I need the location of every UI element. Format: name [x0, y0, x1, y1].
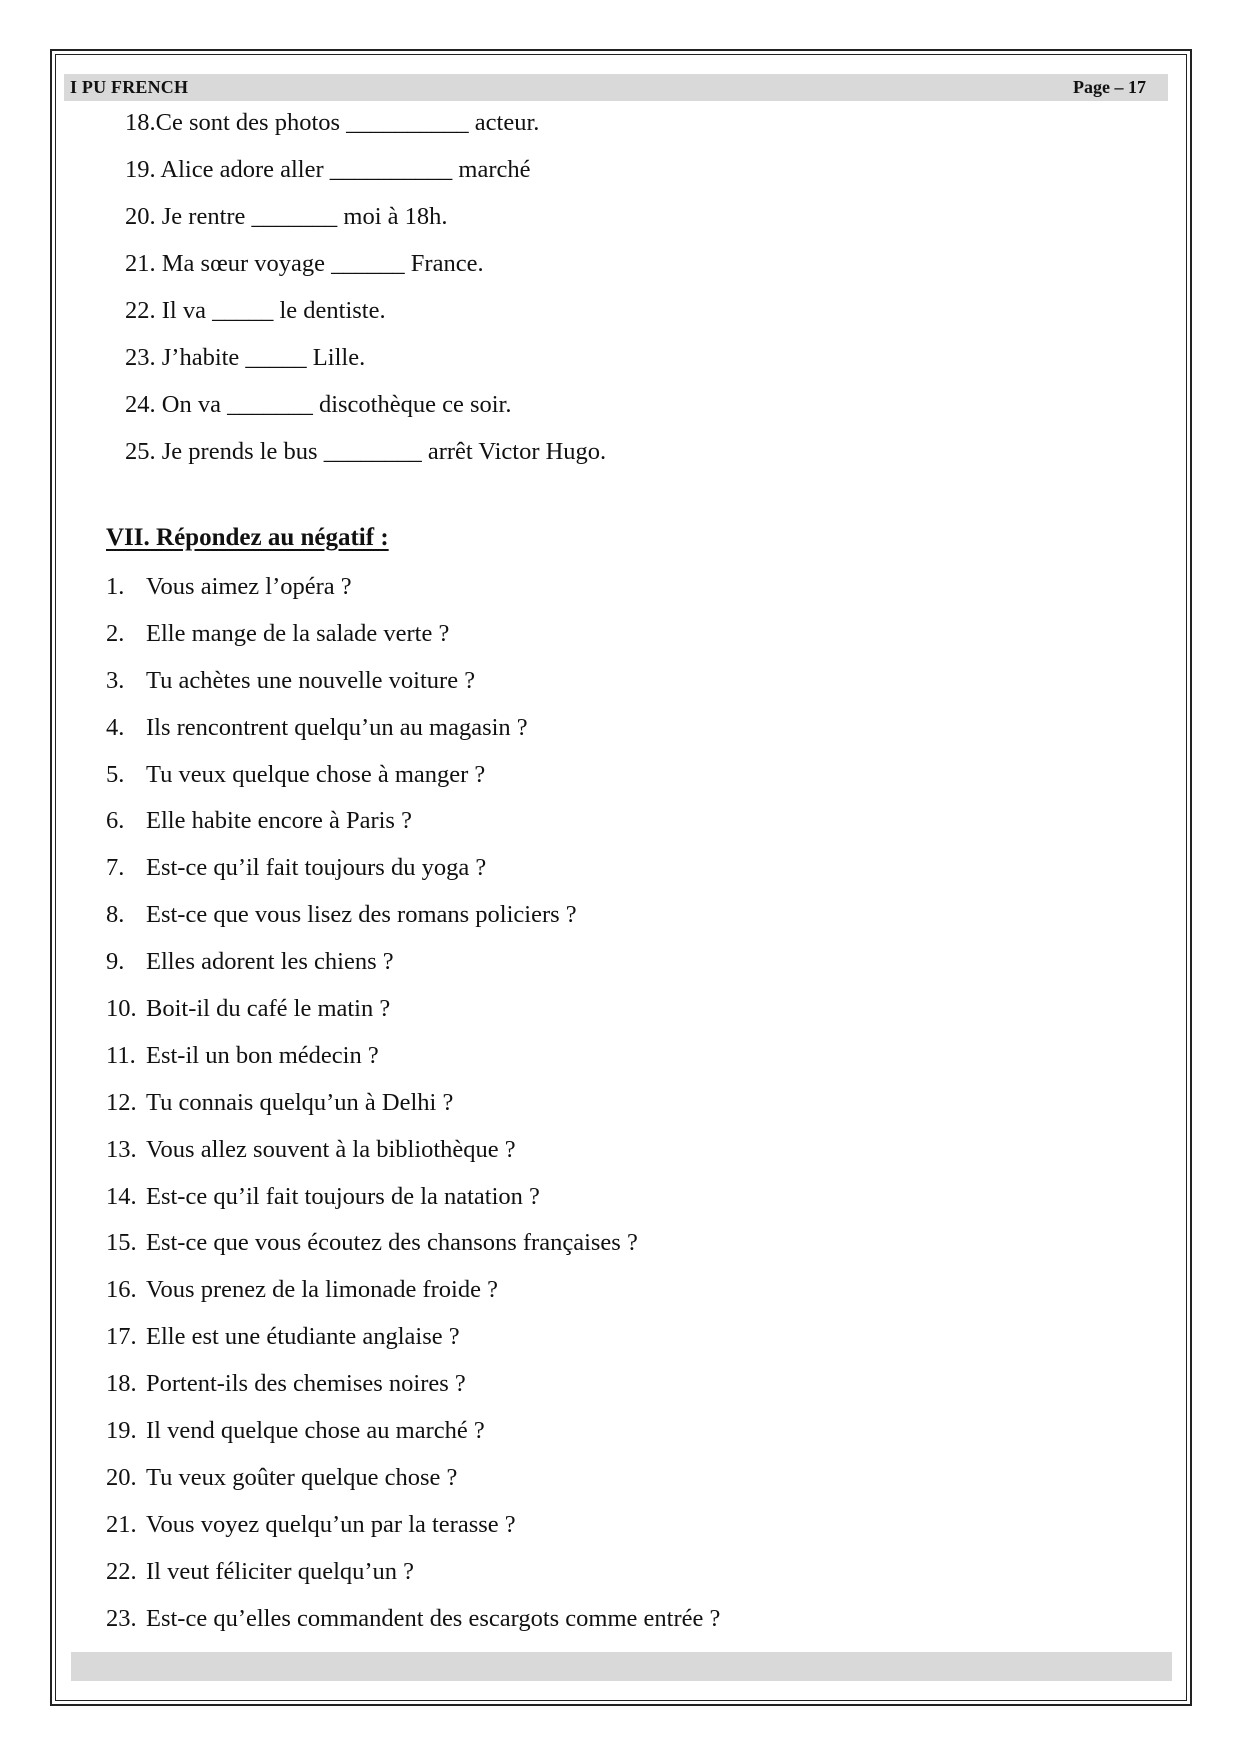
question-number: 5. [106, 760, 125, 788]
question-item [106, 1085, 720, 1132]
question-text: Vous voyez quelqu’un par la terasse ? [146, 1510, 516, 1538]
exercise-item: 22. Il va _____ le dentiste. [125, 297, 386, 324]
question-text: Est-ce que vous lisez des romans policiers ? [146, 901, 577, 929]
question-text: Est-ce qu’il fait toujours de la natation ? [146, 1182, 540, 1210]
question-item [106, 944, 720, 991]
question-number: 19. [106, 1417, 137, 1445]
question-text: Il vend quelque chose au marché ? [146, 1417, 485, 1445]
question-number: 12. [106, 1088, 137, 1116]
negative-exercise-list [106, 569, 720, 1647]
question-number: 16. [106, 1276, 137, 1304]
question-number: 2. [106, 619, 125, 647]
question-number: 21. [106, 1510, 137, 1538]
question-item [106, 803, 720, 850]
question-item [106, 663, 720, 710]
page-header [64, 74, 1168, 101]
question-number: 6. [106, 807, 125, 835]
question-number: 18. [106, 1370, 137, 1398]
question-text: Elle mange de la salade verte ? [146, 619, 450, 647]
question-item [106, 991, 720, 1038]
course-title: I PU FRENCH [70, 77, 189, 97]
question-number: 20. [106, 1463, 137, 1491]
question-item [106, 1272, 720, 1319]
question-text: Il veut féliciter quelqu’un ? [146, 1557, 415, 1585]
question-number: 15. [106, 1229, 137, 1257]
question-item [106, 1179, 720, 1226]
exercise-item: 20. Je rentre _______ moi à 18h. [125, 203, 448, 230]
exercise-item: 23. J’habite _____ Lille. [125, 344, 366, 371]
question-text: Est-ce qu’elles commandent des escargots comme entrée ? [146, 1604, 721, 1632]
question-text: Est-ce qu’il fait toujours du yoga ? [146, 854, 487, 882]
question-text: Tu achètes une nouvelle voiture ? [146, 666, 476, 694]
exercise-item: 25. Je prends le bus ________ arrêt Victor Hugo. [125, 438, 607, 465]
question-number: 4. [106, 713, 125, 741]
question-item [106, 1132, 720, 1179]
question-number: 22. [106, 1557, 137, 1585]
exercise-item: 18.Ce sont des photos __________ acteur. [125, 109, 540, 136]
fill-in-exercise-list [125, 105, 606, 481]
exercise-item: 24. On va _______ discothèque ce soir. [125, 391, 512, 418]
question-text: Tu connais quelqu’un à Delhi ? [146, 1088, 454, 1116]
section-heading: VII. Répondez au négatif : [106, 524, 389, 551]
question-text: Est-il un bon médecin ? [146, 1041, 379, 1069]
question-item [106, 616, 720, 663]
question-text: Est-ce que vous écoutez des chansons françaises ? [146, 1229, 638, 1257]
question-text: Elles adorent les chiens ? [146, 948, 394, 976]
question-text: Tu veux goûter quelque chose ? [146, 1463, 458, 1491]
question-number: 14. [106, 1182, 137, 1210]
question-number: 23. [106, 1604, 137, 1632]
question-text: Vous aimez l’opéra ? [146, 573, 352, 600]
question-text: Elle est une étudiante anglaise ? [146, 1323, 460, 1351]
question-item [106, 850, 720, 897]
question-text: Elle habite encore à Paris ? [146, 807, 412, 835]
exercise-item: 21. Ma sœur voyage ______ France. [125, 250, 484, 277]
question-item [106, 1319, 720, 1366]
question-item [106, 1507, 720, 1554]
question-item [106, 1554, 720, 1601]
exercise-item: 19. Alice adore aller __________ marché [125, 156, 531, 183]
question-text: Tu veux quelque chose à manger ? [146, 760, 486, 788]
question-text: Portent-ils des chemises noires ? [146, 1370, 466, 1398]
question-item [106, 1366, 720, 1413]
question-item [106, 1601, 720, 1648]
question-number: 17. [106, 1323, 137, 1351]
question-item [106, 710, 720, 757]
question-item [106, 1460, 720, 1507]
page-footer [71, 1652, 1172, 1681]
question-item [106, 1225, 720, 1272]
page-number: Page – 17 [1073, 77, 1146, 97]
question-item [106, 897, 720, 944]
question-text: Vous prenez de la limonade froide ? [146, 1276, 498, 1304]
question-text: Vous allez souvent à la bibliothèque ? [146, 1135, 516, 1163]
question-number: 3. [106, 666, 125, 694]
question-number: 10. [106, 995, 137, 1023]
question-item [106, 1038, 720, 1085]
question-number: 1. [106, 573, 125, 600]
question-number: 13. [106, 1135, 137, 1163]
question-number: 8. [106, 901, 125, 929]
question-item [106, 569, 720, 616]
question-item [106, 757, 720, 804]
question-number: 9. [106, 948, 125, 976]
question-item [106, 1413, 720, 1460]
question-number: 11. [106, 1041, 136, 1069]
question-text: Ils rencontrent quelqu’un au magasin ? [146, 713, 528, 741]
question-number: 7. [106, 854, 125, 882]
question-text: Boit-il du café le matin ? [146, 995, 391, 1023]
